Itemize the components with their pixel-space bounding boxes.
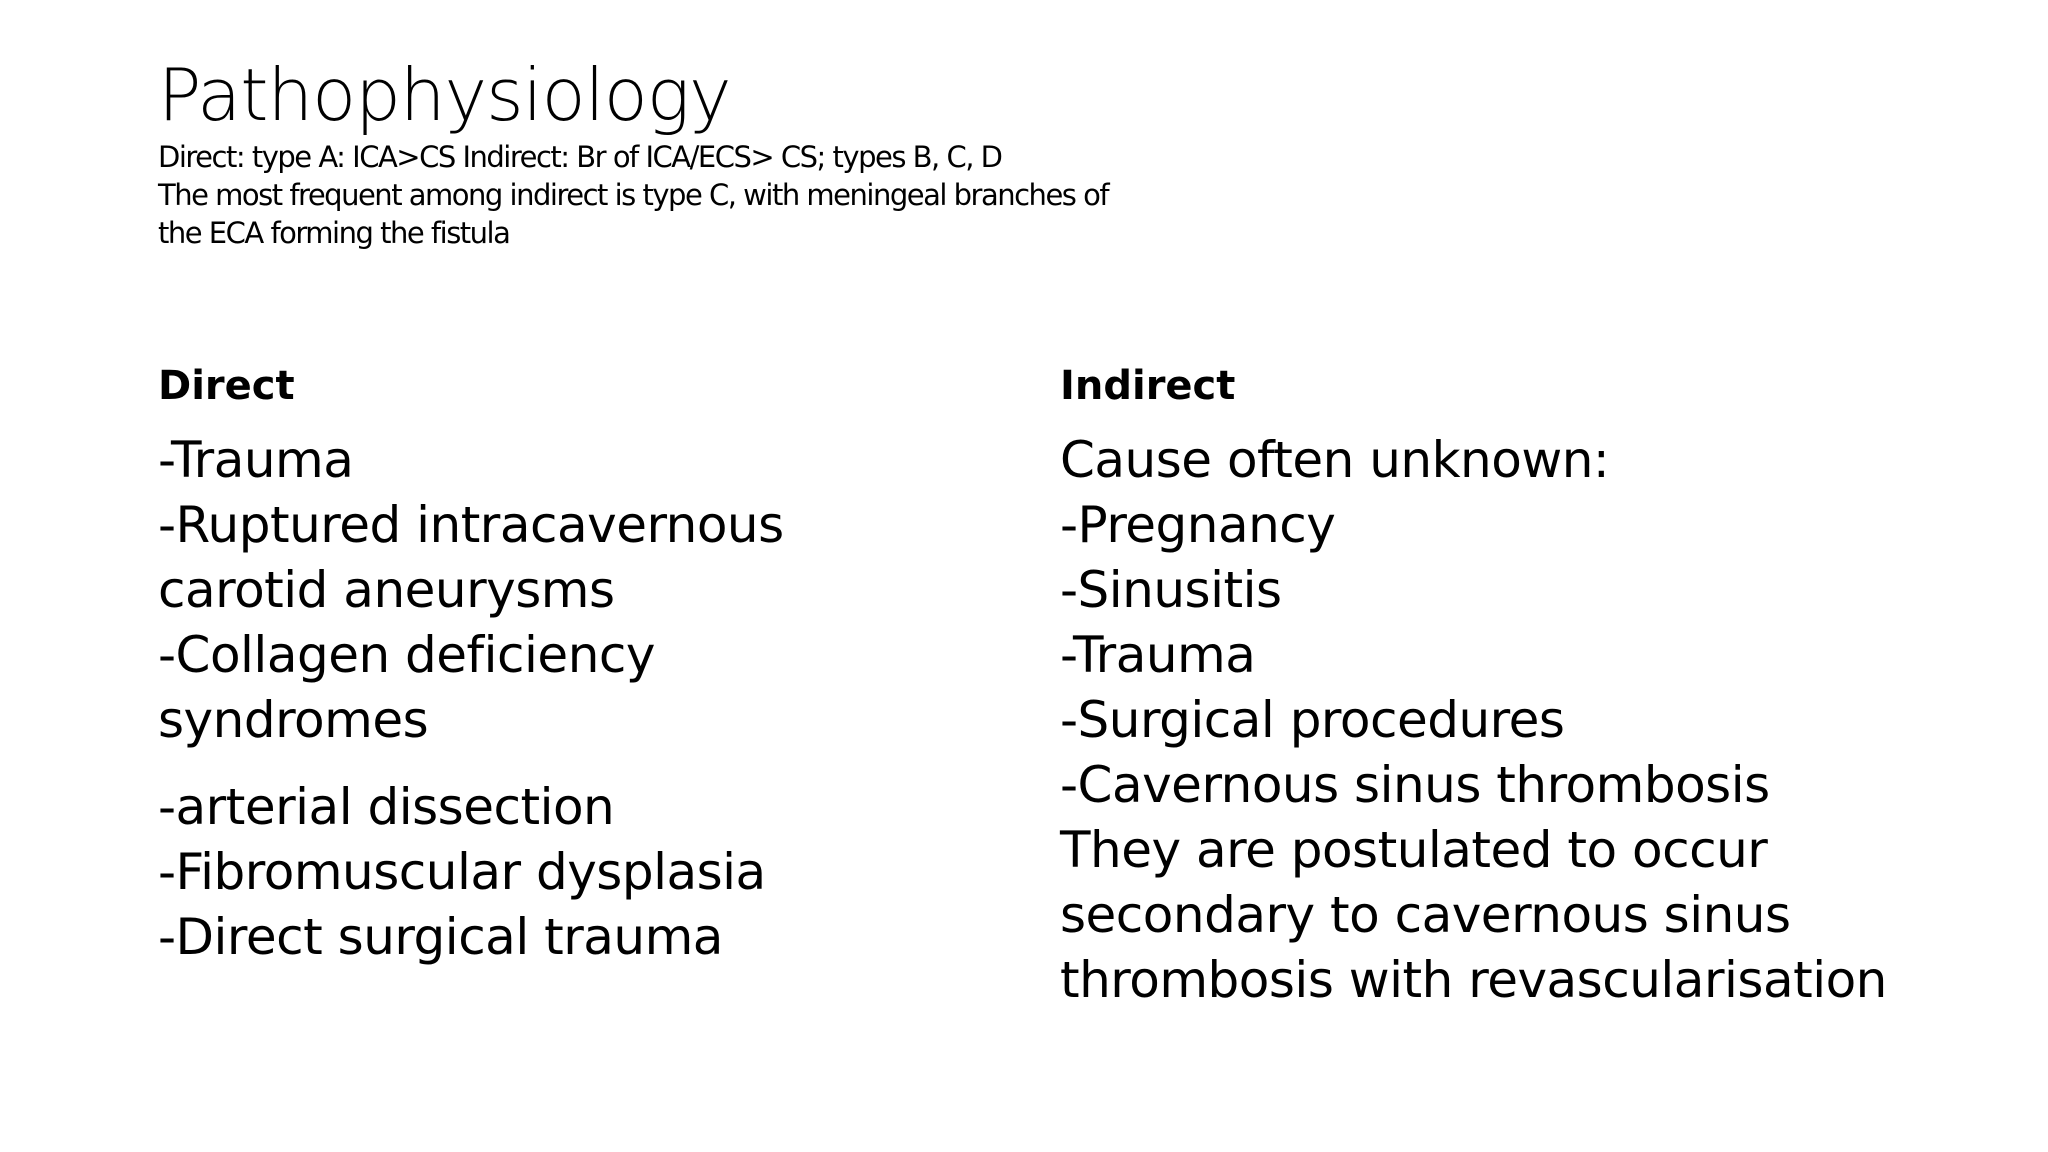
list-item: syndromes <box>158 691 429 749</box>
list-item: thrombosis with revascularisation <box>1060 951 1887 1009</box>
list-item: -Sinusitis <box>1060 561 1282 619</box>
list-item: -Surgical procedures <box>1060 691 1565 749</box>
list-item: secondary to cavernous sinus <box>1060 886 1791 944</box>
list-item: -Ruptured intracavernous <box>158 496 784 554</box>
list-item: -Trauma <box>1060 626 1256 684</box>
slide-title: Pathophysiology <box>158 53 731 137</box>
list-item: Cause often unknown: <box>1060 431 1610 489</box>
subtitle-line: the ECA forming the fistula <box>158 216 510 250</box>
list-item: -Direct surgical trauma <box>158 908 723 966</box>
direct-column <box>158 360 1018 970</box>
indirect-heading: Indirect <box>1060 363 1236 409</box>
subtitle-line: Direct: type A: ICA>CS Indirect: Br of ICA/ECS> CS; types B, C, D <box>158 140 1002 174</box>
list-item: -Trauma <box>158 431 354 489</box>
direct-heading: Direct <box>158 363 295 409</box>
list-item: They are postulated to occur <box>1060 821 1768 879</box>
list-item: -Collagen deficiency <box>158 626 655 684</box>
list-item: -arterial dissection <box>158 778 615 836</box>
direct-list <box>158 428 1018 970</box>
list-item: -Fibromuscular dysplasia <box>158 843 766 901</box>
subtitle-line: The most frequent among indirect is type C, with meningeal branches of <box>158 178 1109 212</box>
indirect-column <box>1060 360 2020 1013</box>
title-block <box>158 52 2048 252</box>
list-item: -Pregnancy <box>1060 496 1336 554</box>
list-item: carotid aneurysms <box>158 561 615 619</box>
indirect-list <box>1060 428 2020 1013</box>
list-item: -Cavernous sinus thrombosis <box>1060 756 1770 814</box>
